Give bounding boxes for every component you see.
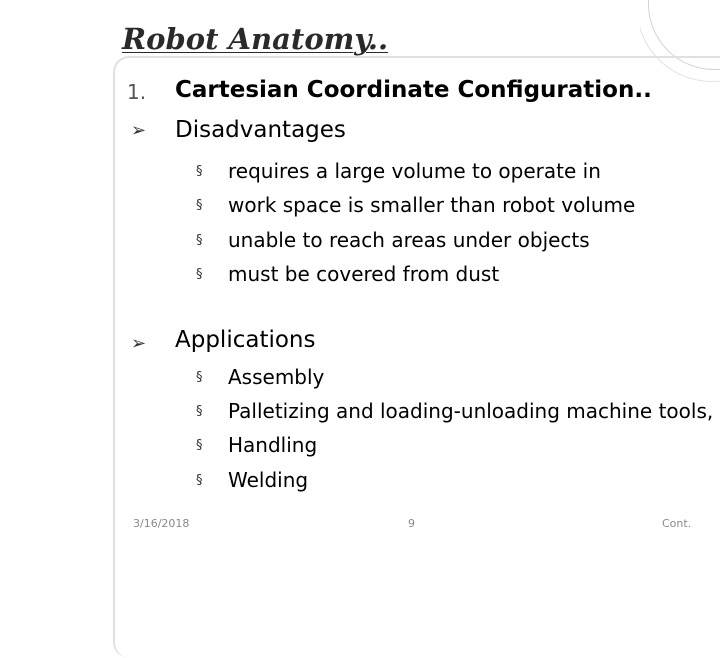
square-bullet-icon: § [196,164,203,179]
list-item: Assembly [228,365,325,389]
list-item: requires a large volume to operate in [228,159,601,183]
square-bullet-icon: § [196,233,203,248]
list-item: Handling [228,433,318,457]
list-item: work space is smaller than robot volume [228,193,636,217]
list-item: must be covered from dust [228,262,500,286]
slide-heading: Cartesian Coordinate Configuration.. [175,77,652,103]
slide-title: Robot Anatomy.. [122,22,389,56]
arrow-bullet-icon: ➢ [131,333,147,354]
footer-date: 3/16/2018 [133,517,190,530]
list-item: unable to reach areas under objects [228,228,590,252]
square-bullet-icon: § [196,438,203,453]
arrow-bullet-icon: ➢ [131,120,147,141]
section-label-applications: Applications [175,327,316,353]
square-bullet-icon: § [196,198,203,213]
section-label-disadvantages: Disadvantages [175,117,346,143]
content-frame [113,56,720,658]
square-bullet-icon: § [196,473,203,488]
footer-continued: Cont. [662,517,692,530]
square-bullet-icon: § [196,370,203,385]
footer-page-number: 9 [408,517,415,530]
heading-number: 1. [127,80,147,104]
square-bullet-icon: § [196,404,203,419]
list-item: Welding [228,468,309,492]
list-item: Palletizing and loading-unloading machine tools, [228,399,714,423]
square-bullet-icon: § [196,267,203,282]
